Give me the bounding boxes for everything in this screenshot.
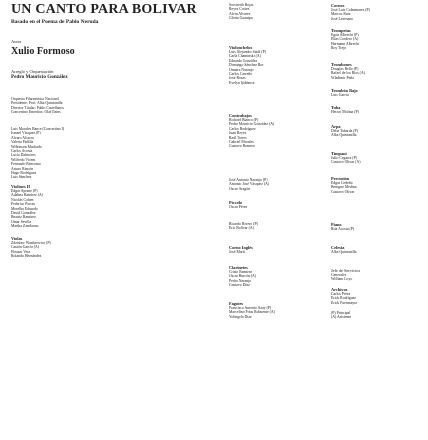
cornos-heading: Cornos (331, 3, 345, 8)
servicios-heading: Jefe de Servicios (331, 268, 361, 273)
list-item: Domingo Sánchez Bor (229, 63, 264, 68)
list-item: Hermann Albrecht (331, 41, 360, 46)
list-item: Delia Tabarda (P) (331, 129, 358, 133)
list-item: Erick Fuenmayor (331, 300, 358, 305)
list-item: Gastón García (A) (11, 245, 40, 250)
list-item: Fernando Bencomo (11, 162, 41, 167)
list-item: Héctor Molina (P) (331, 110, 359, 114)
violas-names (11, 241, 131, 259)
violines2-heading: Violines II (11, 184, 31, 189)
arpa-names (331, 129, 426, 138)
clarinetes-names (229, 270, 324, 288)
trompetas-names (331, 33, 426, 51)
list-item: Cristo Ramírez (229, 270, 253, 274)
list-item: (P) Principal (331, 311, 351, 315)
author-name: Xulio Formoso (11, 46, 75, 58)
list-item: Generales (331, 273, 347, 277)
list-item: Roy Trejo (331, 46, 347, 51)
list-item: Gustavo Díaz (229, 283, 250, 288)
piano-names (331, 227, 426, 231)
violonchelos-block (229, 45, 324, 85)
list-item: Sorsiretth Rojas (229, 3, 254, 7)
list-item: Elías Cordero (A) (331, 37, 359, 42)
arrangement-block (11, 70, 131, 80)
list-item: Raúl Torres (229, 135, 247, 140)
list-item: Morelba Eduardo (11, 206, 38, 211)
piccolo-names (229, 205, 324, 209)
list-item: William Loyo (331, 277, 353, 282)
servicios-block (331, 268, 426, 282)
celesta-block (331, 245, 426, 254)
list-item: Federico Porras (11, 202, 35, 207)
violonchelos-heading: Violonchelos (229, 45, 253, 50)
list-item: Oscar Pérez (229, 205, 248, 209)
list-item: Adalina Ramírez (A) (11, 193, 44, 198)
list-item: Orquesta Filarmónica Nacional (11, 97, 59, 101)
orchestra-block (11, 97, 131, 115)
list-item: Carlos Pérez (331, 292, 351, 296)
flautas-block (229, 178, 324, 191)
list-item: Concertino Emeritus: Olaf Ilzins (11, 110, 61, 115)
list-item: Beatriz Ramírez (11, 215, 36, 220)
list-item: Pedro Mauricio González (A) (229, 122, 275, 127)
list-item: Nicolás Cohen (11, 197, 34, 202)
tuba-heading: Tuba (331, 105, 341, 110)
trompetas-heading: Trompetas (331, 28, 351, 33)
list-item: Gabriel Morales (229, 140, 254, 145)
fagotes-block (229, 301, 324, 319)
list-item: Carlos Acosta (11, 149, 33, 154)
list-item: Francisco Antonio Azay (P) (229, 306, 272, 310)
contrabajos-block (229, 113, 324, 149)
list-item: Rolando Hernández (11, 254, 42, 259)
violines2-names (11, 189, 131, 229)
clarinetes-heading: Clarinetes (229, 265, 248, 270)
violines2-block (11, 184, 131, 229)
list-item: Wladimir Peña (331, 75, 354, 80)
list-item: Rita Acosta (P) (331, 227, 355, 231)
timpani-names (331, 156, 426, 165)
list-item: Egon Albrecht (P) (331, 33, 359, 37)
page-subtitle: Basado en el Poema de Pablo Neruda (11, 19, 99, 25)
tuba-block (331, 105, 426, 114)
contrabajos-heading: Contrabajos (229, 113, 252, 118)
list-item: Martha Zambrano (11, 224, 39, 229)
arpa-block (331, 124, 426, 138)
trombones-names (331, 67, 426, 80)
list-item: Yolingela Díaz (229, 314, 252, 319)
arrangement-name: Pedro Mauricio González (11, 74, 68, 81)
list-item: (A) Asistente (331, 315, 352, 320)
corno-ingles-block (229, 245, 324, 254)
list-item: Carlos Carreño (229, 72, 253, 77)
list-item: Juan Reyes (229, 131, 247, 136)
oboes-block (229, 222, 324, 231)
list-item: José Antonio Naranjo (P) (229, 178, 268, 182)
list-item: Evelyn Ijabherra (229, 80, 255, 85)
list-item: Alba Quintanilla (331, 133, 357, 138)
page-title: UN CANTO PARA BOLIVAR (11, 2, 197, 17)
percusion-names (331, 181, 426, 194)
cornos-names (331, 8, 426, 21)
list-item: David González (11, 211, 36, 216)
cornos-block (331, 3, 426, 21)
list-item: Gustavo Olivar (331, 189, 355, 194)
fagotes-names (229, 306, 324, 319)
timpani-heading: Timpani (331, 151, 347, 156)
trombones-block (331, 62, 426, 80)
list-item: Valeria Padilla (11, 140, 34, 145)
clarinetes-block (229, 265, 324, 288)
list-item: Omar Sevilla (11, 219, 32, 224)
contrabajos-names (229, 118, 324, 149)
trombon-bajo-heading: Trombón Bajo (331, 88, 358, 93)
list-item: Marcelino Frías Robuente (A) (229, 310, 275, 315)
list-item: Erick Rodríguez (331, 296, 356, 301)
list-item: Oscar Rincón (A) (229, 274, 256, 279)
list-item: Zdzislaw Wasikiewicz (P) (11, 241, 51, 245)
list-item: Arturo Rincón (11, 166, 34, 171)
list-item: Wilfredo Vicent (11, 157, 36, 162)
list-item: Marcos Ruiz (331, 12, 351, 17)
list-item: Ricardo Rivero (P) (229, 222, 258, 226)
list-item: Rafael de los Ríos (A) (331, 71, 365, 76)
list-item: Alvin Alvarez (229, 11, 251, 16)
archivos-block (331, 287, 426, 305)
list-item: Wilkinson Machado (11, 144, 42, 149)
list-item: Luis Morales Bance (Concertino I) (11, 127, 65, 131)
list-item: Álvaro Alcarra (11, 135, 34, 140)
violas-heading: Violas (11, 236, 23, 241)
list-item: Lucía Dalmoros (11, 153, 36, 158)
list-item: Julio Cegarra (P) (331, 156, 357, 160)
list-item: Luis Alejandro Saidi (P) (229, 50, 267, 54)
list-item: Richard Blanco (P) (229, 118, 259, 122)
list-item: Luis Sánchez (11, 175, 32, 180)
list-item: Ismael Vásquez (P) (11, 131, 41, 136)
list-item: José Martí (229, 250, 245, 254)
percusion-heading: Percusión (331, 176, 350, 181)
upper-block (229, 3, 324, 21)
arpa-heading: Arpa (331, 124, 341, 129)
list-item: Antonio José Vásquez (A) (229, 182, 270, 187)
list-item: José Rosas (229, 76, 246, 81)
list-item: Eduardo González (229, 58, 258, 63)
list-item: José Lavesano (331, 16, 354, 21)
servicios-names (331, 273, 426, 282)
list-item: Gloria Guanipa (229, 16, 253, 21)
author-block (11, 40, 131, 58)
list-item: Edgar Cedeño (331, 181, 353, 185)
arrangement-label: Arreglo y Orquestación (11, 70, 54, 74)
list-item: Carlos Rodríguez (229, 126, 256, 131)
list-item: Reyes Cortez (229, 7, 250, 12)
list-item: Alba Quintanilla (331, 250, 357, 254)
list-item: Eric Bolívar (A) (229, 226, 254, 231)
trombon-bajo-names (331, 93, 426, 97)
list-item: Omaira Naranjo (229, 67, 254, 72)
list-item: José Luis Colmenares (P) (331, 8, 370, 12)
percusion-block (331, 176, 426, 194)
author-label: Autor (11, 40, 22, 44)
timpani-block (331, 151, 426, 165)
list-item: Douglas Bello (P) (331, 67, 359, 71)
list-item: Presidente: Prof. Alba Quintanilla (11, 101, 63, 106)
violines1-block (11, 127, 131, 180)
piano-block (331, 222, 426, 231)
list-item: Gustavo Romero (229, 144, 255, 149)
piano-heading: Piano (331, 222, 342, 227)
list-item: Gustavo Olivar (A) (331, 160, 361, 165)
corno-ingles-names (229, 250, 324, 254)
violas-block (11, 236, 131, 259)
list-item: Director Titular: Pablo Castellanos (11, 105, 64, 110)
list-item: Hugo Rodríguez (11, 171, 37, 176)
trombones-heading: Trombones (331, 62, 352, 67)
list-item: Luis García (331, 93, 349, 97)
list-item: Eleazar Vera (11, 249, 31, 254)
celesta-heading: Celesta (331, 245, 345, 250)
piccolo-block (229, 200, 324, 209)
archivos-heading: Archivos (331, 287, 348, 292)
list-item: Benigno Medina (331, 185, 357, 190)
fagotes-heading: Fagotes (229, 301, 244, 306)
corno-ingles-heading: Corno Inglés (229, 245, 253, 250)
archivos-names (331, 292, 426, 305)
tuba-names (331, 110, 426, 114)
list-item: Pedro Naranjo (229, 278, 252, 283)
trompetas-block (331, 28, 426, 51)
celesta-names (331, 250, 426, 254)
trombon-bajo-block (331, 88, 426, 97)
footnotes-block (331, 311, 426, 320)
list-item: Edgar Aponte (P) (11, 189, 38, 193)
list-item: Carla Chaminski (A) (229, 54, 261, 59)
violonchelos-names (229, 50, 324, 85)
piccolo-heading: Piccolo (229, 200, 243, 205)
list-item: Oscar Aragón (229, 186, 250, 191)
